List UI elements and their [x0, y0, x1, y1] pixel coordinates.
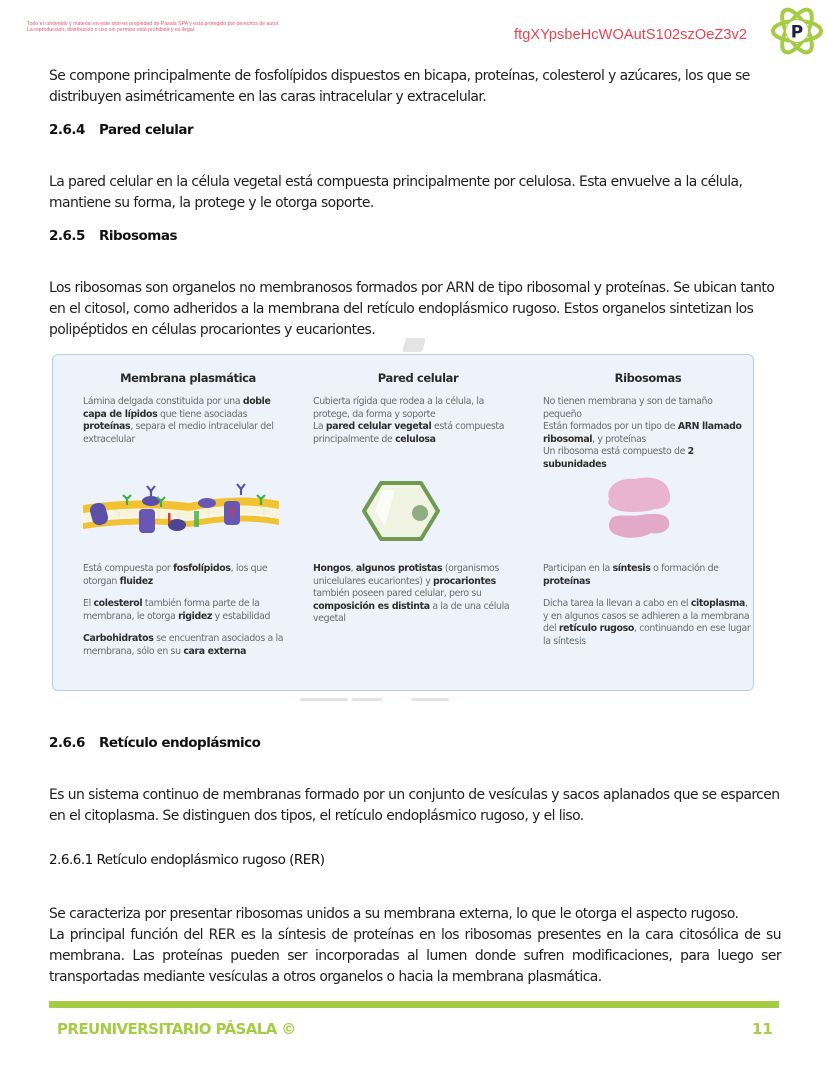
- section-number: 2.6.6: [49, 735, 85, 751]
- background-watermark-mark: [402, 338, 426, 352]
- lipid-bilayer-illustration: [79, 483, 284, 548]
- background-watermark-mark: [352, 698, 382, 701]
- rer-paragraph-1: Se caracteriza por presentar ribosomas unidos a su membrana externa, lo que le otorga el aspecto rugoso.: [49, 906, 739, 922]
- section-number: 2.6.5: [49, 228, 85, 244]
- copyright-line-1: Todo el contenido y material en este sitio es propiedad de Pásala SPA y está protegido por derechos de autor.: [27, 21, 280, 27]
- copyright-line-2: La reproducción, distribución o uso sin permiso está prohibida y es ilegal: [27, 27, 194, 33]
- column-top-text: Lámina delgada constituida por una doble capa de lípidos que tiene asociadas proteínas, separa el medio intracelular del extracelular: [83, 396, 274, 445]
- column-bottom-text: Hongos, algunos protistas (organismos unicelulares eucariontes) y procariontes también poseen pared celular, pero su composición es distinta a la de una célula vegetal: [313, 563, 510, 625]
- reticulo-paragraph: Es un sistema continuo de membranas formado por un conjunto de vesículas y sacos aplanados que se esparcen en el citoplasma. Se distinguen dos tipos, el retículo endoplásmico rugoso, y el liso.: [49, 787, 780, 824]
- column-top-text: Cubierta rígida que rodea a la célula, la protege, da forma y soporte La pared celular vegetal está compuesta principalmente de celulosa: [313, 396, 505, 445]
- column-title: Ribosomas: [614, 371, 682, 385]
- section-heading-ribosomas: [49, 228, 177, 244]
- footer-brand: PREUNIVERSITARIO PÁSALA ©: [57, 1020, 296, 1038]
- rer-paragraph-2: La principal función del RER es la síntesis de proteínas en los ribosomas presentes en la cara citosólica de su membrana. Las proteínas pueden ser incorporadas al lumen donde sufren modificaciones, para luego ser transportadas mediante vesículas a otros organelos o hacia la membrana plasmática.: [49, 927, 781, 985]
- column-title: Pared celular: [377, 371, 459, 385]
- intro-paragraph: Se compone principalmente de fosfolípidos dispuestos en bicapa, proteínas, colesterol y azúcares, los que se distribuyen asimétricamente en las caras intracelular y extracelular.: [49, 68, 750, 105]
- plant-cell-illustration: [361, 480, 441, 547]
- footer-divider: [49, 1001, 779, 1008]
- section-title: Pared celular: [99, 122, 194, 138]
- organelles-infographic: [52, 354, 754, 691]
- pared-column: [313, 355, 523, 446]
- copyright-notice: [27, 21, 280, 33]
- section-heading-pared-celular: [49, 122, 193, 138]
- watermark-code: ftgXYpsbeHcWOAutS102szOeZ3v2: [514, 27, 748, 43]
- ribosome-illustration: [603, 473, 675, 550]
- pared-bottom: [313, 552, 523, 636]
- column-top-text: No tienen membrana y son de tamaño pequeño Están formados por un tipo de ARN llamado ribosomal, y proteínas Un ribosoma está compuesto de 2 subunidades: [543, 396, 742, 470]
- page-number: 11: [752, 1020, 773, 1038]
- background-watermark-mark: [411, 698, 449, 701]
- ribosomas-bottom: [543, 552, 753, 659]
- section-number: 2.6.4: [49, 122, 85, 138]
- background-watermark-mark: [300, 698, 348, 701]
- section-title: Ribosomas: [99, 228, 177, 244]
- ribosomas-column: [543, 355, 753, 472]
- membrana-bottom: [83, 552, 293, 669]
- logo-letter: P: [790, 22, 804, 43]
- atom-logo-icon: [770, 2, 824, 60]
- subsection-heading-rer: 2.6.6.1 Retículo endoplásmico rugoso (RER): [49, 852, 325, 868]
- section-heading-reticulo: [49, 735, 260, 751]
- pared-celular-paragraph: La pared celular en la célula vegetal está compuesta principalmente por celulosa. Esta envuelve a la célula, mantiene su forma, la protege y le otorga soporte.: [49, 174, 743, 211]
- column-bottom-text: Está compuesta por fosfolípidos, los que otorgan fluidez El colesterol también forma parte de la membrana, le otorga rigidez y estabilidad Carbohidratos se encuentran asociados a la membrana, sólo en su cara externa: [83, 563, 284, 657]
- membrana-column: [83, 355, 293, 446]
- section-title: Retículo endoplásmico: [99, 735, 261, 751]
- column-bottom-text: Participan en la síntesis o formación de proteínas Dicha tarea la llevan a cabo en el citoplasma, y en algunos casos se adhieren a la membrana del retículo rugoso, continuando en ese lugar la síntesis: [543, 563, 751, 647]
- column-title: Membrana plasmática: [120, 371, 256, 385]
- ribosomas-paragraph: Los ribosomas son organelos no membranosos formados por ARN de tipo ribosomal y proteínas. Se ubican tanto en el citosol, como adheridos a la membrana del retículo endoplásmico rugoso. Estos organelos sintetizan los polipéptidos en células procariontes y eucariontes.: [49, 280, 775, 338]
